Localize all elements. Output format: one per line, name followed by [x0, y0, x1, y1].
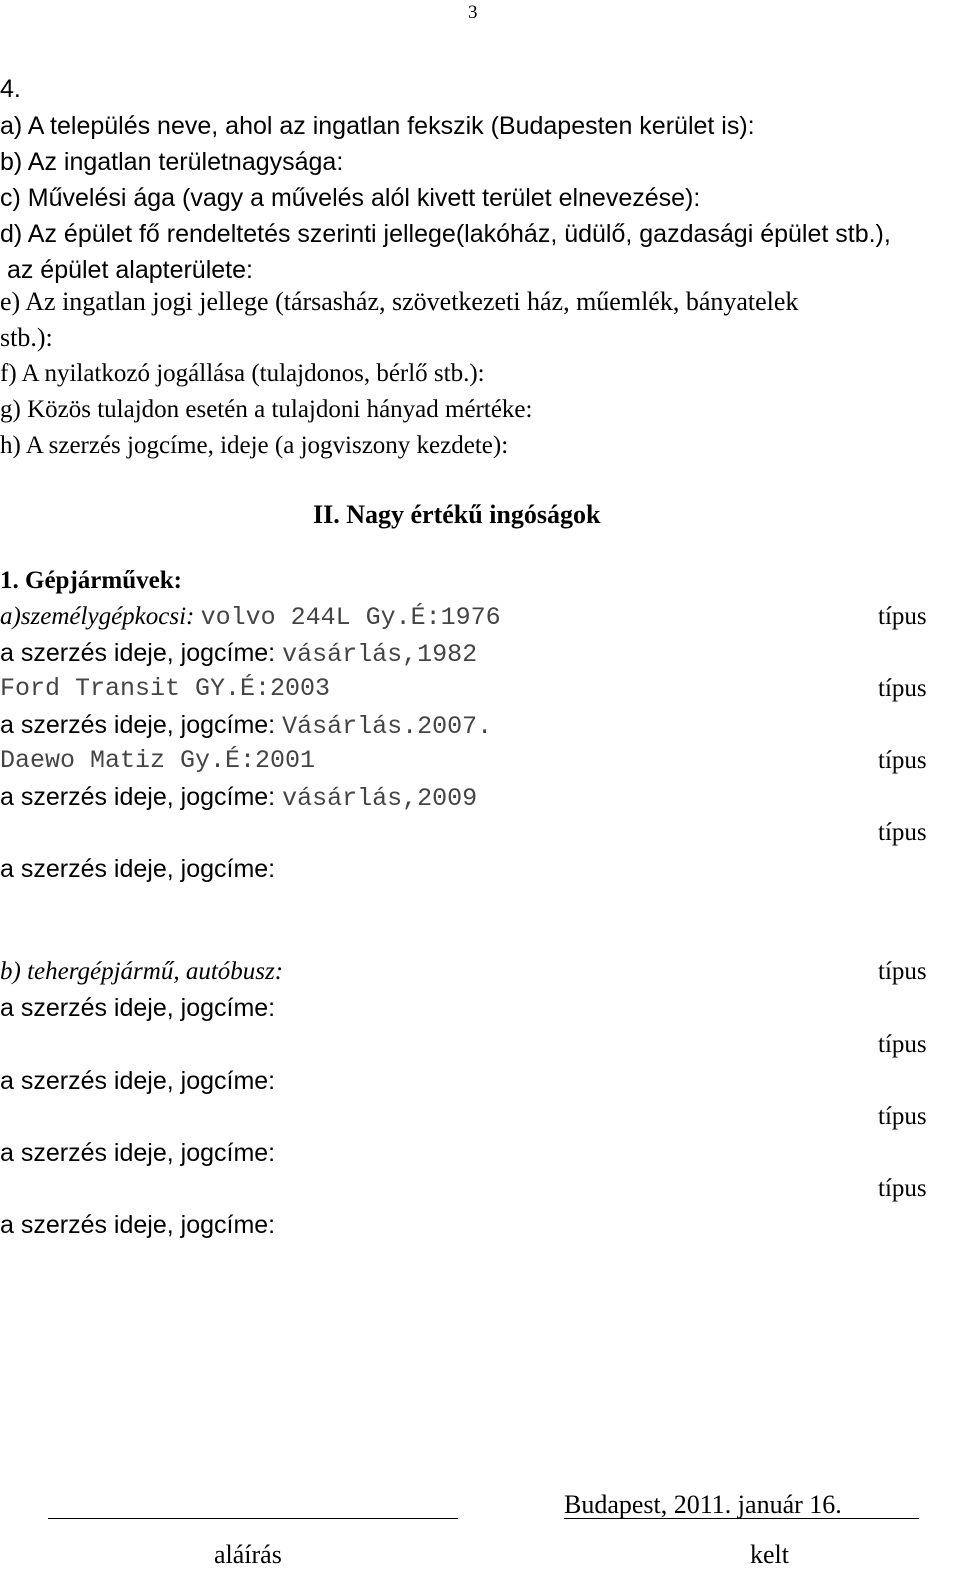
property-item-g: g) Közös tulajdon esetén a tulajdoni hányad mértéke:: [0, 396, 533, 423]
vehicles-subheading: 1. Gépjárművek:: [0, 567, 182, 594]
property-item-h: h) A szerzés jogcíme, ideje (a jogviszony kezdete):: [0, 432, 509, 459]
acq-3-value: vásárlás,2009: [282, 784, 478, 813]
signature-label: aláírás: [214, 1540, 282, 1569]
car-2-value: Ford Transit GY.É:2003: [0, 674, 331, 703]
date-line: [564, 1518, 919, 1519]
acq-row-3: [0, 782, 477, 814]
property-item-e: e) Az ingatlan jogi jellege (társasház, szövetkezeti ház, műemlék, bányatelek: [0, 287, 799, 316]
section-number: 4.: [0, 75, 21, 103]
property-item-c: c) Művelési ága (vagy a művelés alól kivett terület elnevezése):: [0, 184, 701, 212]
car-label: a)személygépkocsi:: [0, 603, 195, 630]
car-1-value: volvo 244L Gy.É:1976: [200, 603, 501, 632]
property-item-f: f) A nyilatkozó jogállása (tulajdonos, bérlő stb.):: [0, 360, 485, 387]
property-item-d: d) Az épület fő rendeltetés szerinti jellege(lakóház, üdülő, gazdasági épület stb.),: [0, 220, 891, 248]
acq-label-8: a szerzés ideje, jogcíme:: [0, 1211, 276, 1239]
type-label-3: típus: [878, 747, 927, 774]
signature-line: [48, 1518, 458, 1519]
acq-label: a szerzés ideje, jogcíme:: [0, 711, 276, 739]
type-label-2: típus: [878, 675, 927, 702]
property-item-e-cont: stb.):: [0, 323, 53, 352]
acq-2-value: Vásárlás.2007.: [282, 712, 493, 741]
acq-label: a szerzés ideje, jogcíme:: [0, 783, 276, 811]
place-date: Budapest, 2011. január 16.: [564, 1490, 842, 1519]
property-item-b: b) Az ingatlan területnagysága:: [0, 148, 344, 176]
acq-label: a szerzés ideje, jogcíme:: [0, 639, 276, 667]
type-label-5: típus: [878, 958, 927, 985]
acq-row-2: [0, 710, 492, 742]
acq-label-4: a szerzés ideje, jogcíme:: [0, 855, 276, 883]
type-label-7: típus: [878, 1103, 927, 1130]
acq-row-1: [0, 638, 477, 670]
property-item-a: a) A település neve, ahol az ingatlan fekszik (Budapesten kerület is):: [0, 112, 755, 140]
type-label-1: típus: [878, 603, 927, 630]
car-3-value: Daewo Matiz Gy.É:2001: [0, 746, 316, 775]
type-label-6: típus: [878, 1031, 927, 1058]
type-label-4: típus: [878, 819, 927, 846]
type-label-8: típus: [878, 1175, 927, 1202]
page-number: 3: [468, 2, 478, 23]
acq-label-5: a szerzés ideje, jogcíme:: [0, 994, 276, 1022]
property-item-d-cont: az épület alapterülete:: [0, 256, 253, 284]
date-label: kelt: [750, 1540, 789, 1569]
section-heading: II. Nagy értékű ingóságok: [313, 500, 601, 529]
acq-label-6: a szerzés ideje, jogcíme:: [0, 1067, 276, 1095]
acq-1-value: vásárlás,1982: [282, 640, 478, 669]
acq-label-7: a szerzés ideje, jogcíme:: [0, 1139, 276, 1167]
car-row-1: [0, 602, 501, 633]
truck-label: b) tehergépjármű, autóbusz:: [0, 958, 284, 985]
